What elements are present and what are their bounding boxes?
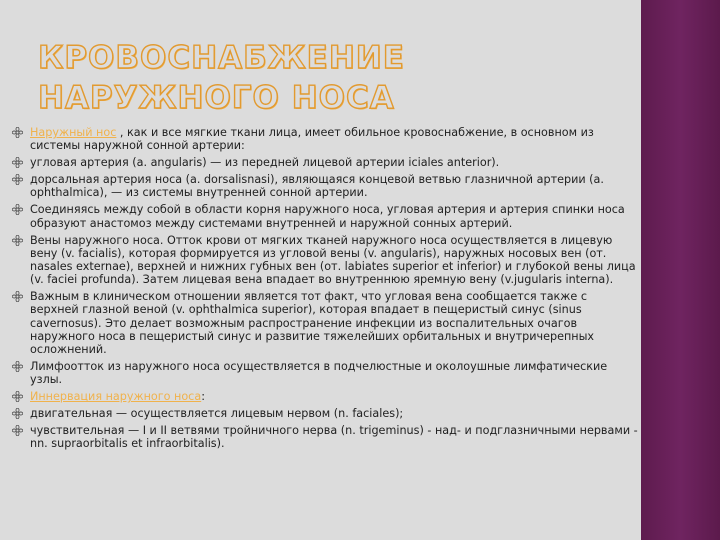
flower-bullet-icon [12, 157, 23, 168]
bullet-list [12, 126, 638, 454]
list-item-text: дорсальная артерия носа (a. dorsalisnasi), являющаяся концевой ветвью глазничной артерии (a. ophthalmica), — из системы внутренней сонной артерии. [30, 173, 604, 200]
flower-bullet-icon [12, 127, 23, 138]
list-item-text: Вены наружного носа. Отток крови от мягких тканей наружного носа осуществляется в лицевую вену (v. facialis), которая формируется из угловой вены (v. angularis), наружных носовых вен (от. nasales externae), верхней и нижних губных вен (от. labiates superior et inferior) и глубокой вены лица (v. faciei profunda). Затем лицевая вена впадает во внутреннюю яремную вену (v.jugularis interna). [30, 233, 636, 287]
link-innervation[interactable]: Иннервация наружного носа [30, 390, 202, 404]
list-item [12, 424, 638, 450]
flower-bullet-icon [12, 204, 23, 215]
list-item-text: , как и все мягкие ткани лица, имеет обильное кровоснабжение, в основном из системы наружной сонной артерии: [30, 126, 594, 153]
flower-bullet-icon [12, 291, 23, 302]
list-item [12, 407, 638, 420]
list-item-text: : [201, 390, 205, 404]
list-item [12, 173, 638, 199]
list-item [12, 360, 638, 386]
link-external-nose[interactable]: Наружный нос [30, 126, 117, 139]
list-item [12, 390, 638, 403]
list-item [12, 156, 638, 169]
list-item-text: Лимфоотток из наружного носа осуществляется в подчелюстные и околоушные лимфатические узлы. [30, 360, 608, 387]
flower-bullet-icon [12, 235, 23, 246]
list-item-text: Важным в клиническом отношении является тот факт, что угловая вена сообщается также с верхней глазной веной (v. ophthalmica superior), которая впадает в пещеристый синус (sinus cavernosus). Это делает возможным распространение инфекции из воспалительных очагов наружного носа в пещеристый синус и развитие тяжелейших орбитальных и внутричерепных осложнений. [30, 290, 595, 357]
flower-bullet-icon [12, 408, 23, 419]
list-item [12, 126, 638, 152]
slide-title: КРОВОСНАБЖЕНИЕ НАРУЖНОГО НОСА [38, 40, 405, 116]
list-item [12, 203, 638, 229]
list-item-text: чувствительная — I и II ветвями тройничного нерва (n. trigeminus) - над- и подглазничными нервами - nn. supraorbitalis et infraorbitalis). [30, 424, 638, 451]
flower-bullet-icon [12, 174, 23, 185]
list-item-text: угловая артерия (a. angularis) — из передней лицевой артерии iciales anterior). [30, 156, 500, 170]
accent-side-bar [641, 0, 720, 540]
list-item-text: двигательная — осуществляется лицевым нервом (n. faciales); [30, 407, 404, 421]
flower-bullet-icon [12, 425, 23, 436]
flower-bullet-icon [12, 361, 23, 372]
list-item [12, 234, 638, 287]
list-item [12, 290, 638, 356]
list-item-text: Соединяясь между собой в области корня наружного носа, угловая артерия и артерия спинки носа образуют анастомоз между системами внутренней и наружной сонных артерий. [30, 203, 625, 230]
flower-bullet-icon [12, 391, 23, 402]
